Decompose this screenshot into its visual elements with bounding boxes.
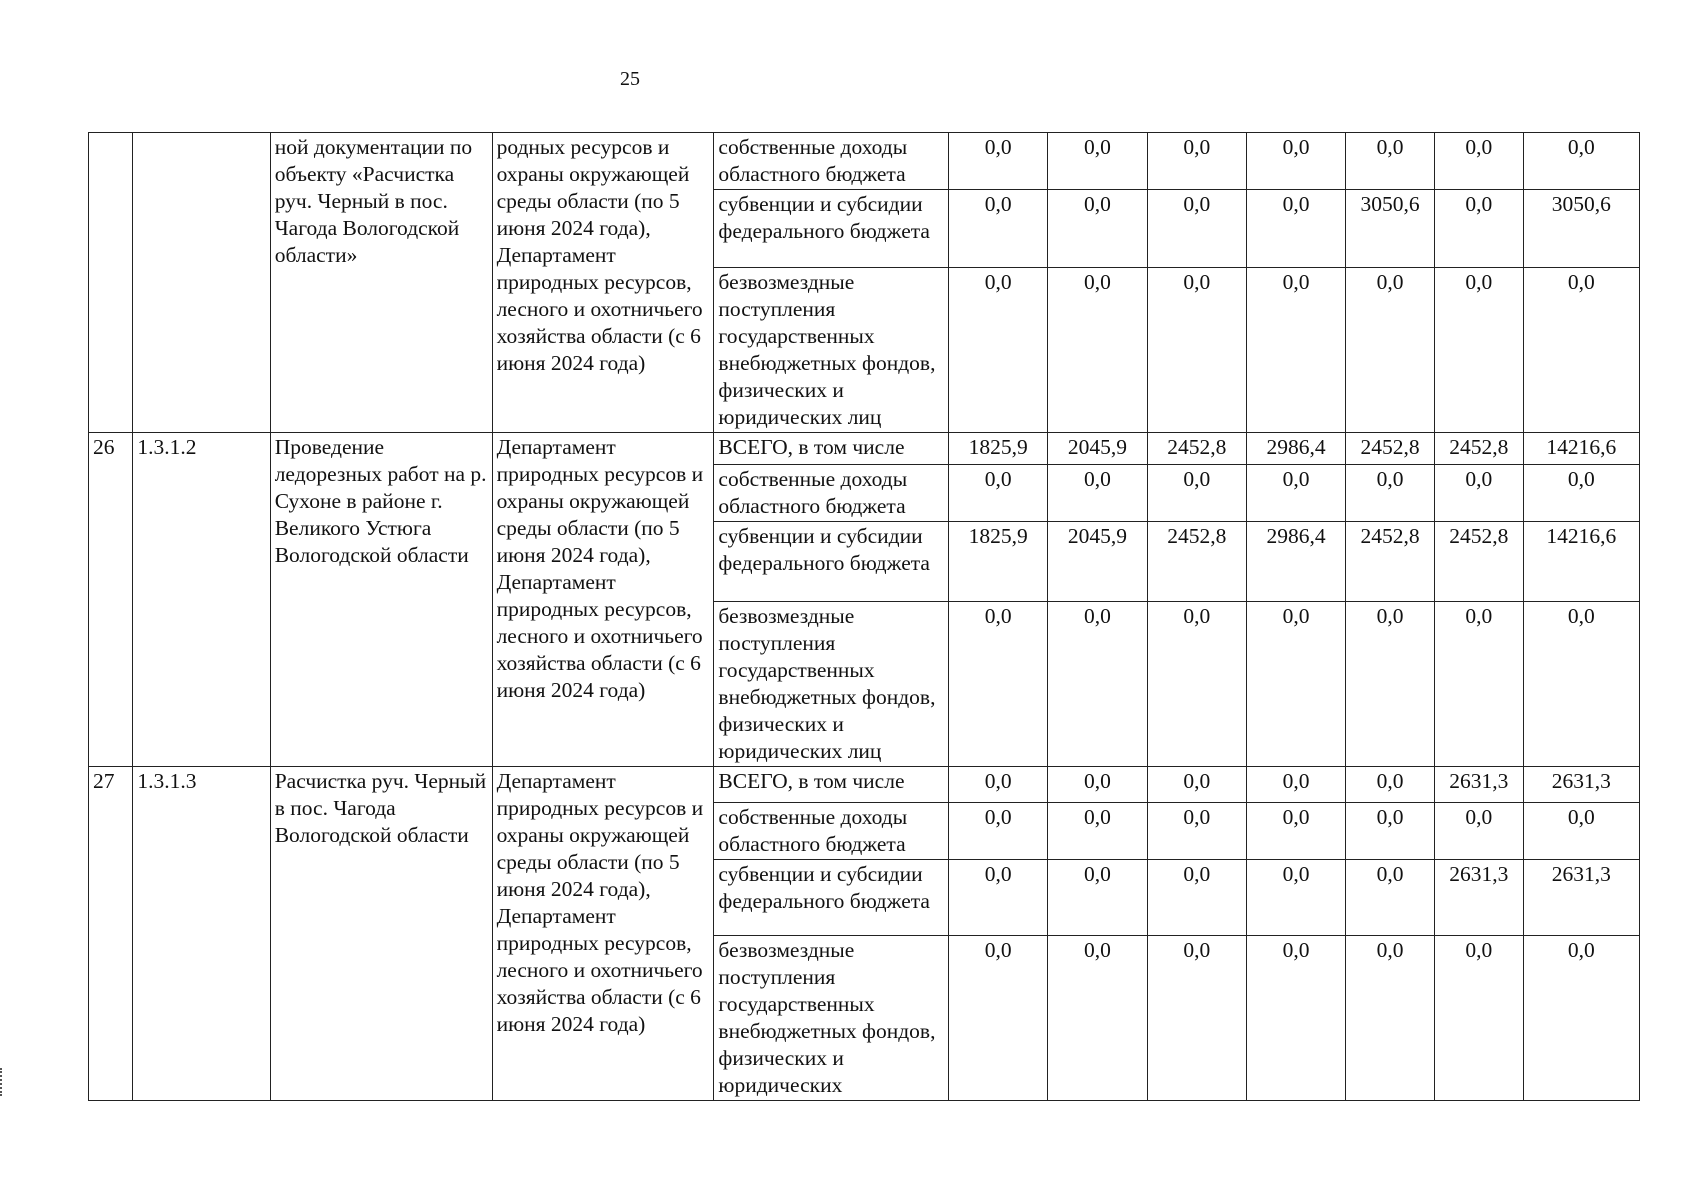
amount-cell: 0,0 (1346, 268, 1435, 433)
amount-cell: 0,0 (1434, 465, 1523, 522)
amount-cell: 0,0 (1434, 268, 1523, 433)
amount-cell: 2986,4 (1246, 433, 1345, 465)
amount-cell: 0,0 (1346, 767, 1435, 803)
measure-name-cell: ной документации по объекту «Расчистка руч. Черный в пос. Чагода Вологодской области» (270, 133, 492, 433)
amount-cell: 0,0 (1147, 767, 1246, 803)
amount-cell: 0,0 (1434, 190, 1523, 268)
measure-code-cell (133, 133, 270, 433)
amount-cell: 0,0 (1147, 936, 1246, 1101)
funding-source-cell: субвенции и субсидии федерального бюджета (714, 190, 949, 268)
amount-cell: 0,0 (948, 767, 1047, 803)
amount-cell: 2452,8 (1346, 433, 1435, 465)
amount-cell: 0,0 (1523, 936, 1639, 1101)
amount-cell: 2452,8 (1346, 522, 1435, 602)
amount-cell: 0,0 (948, 465, 1047, 522)
amount-cell: 0,0 (1147, 602, 1246, 767)
amount-cell: 2452,8 (1147, 433, 1246, 465)
amount-cell: 0,0 (1523, 602, 1639, 767)
funding-source-cell: безвозмездные поступления государственных внебюджетных фондов, физических и юридических (714, 936, 949, 1101)
amount-cell: 0,0 (1346, 803, 1435, 860)
table-row (89, 433, 1640, 465)
amount-cell: 0,0 (1048, 767, 1147, 803)
amount-cell: 0,0 (1523, 268, 1639, 433)
amount-cell: 0,0 (1246, 860, 1345, 936)
funding-source-cell: собственные доходы областного бюджета (714, 465, 949, 522)
amount-cell: 0,0 (948, 602, 1047, 767)
executor-cell: родных ресурсов и охраны окружающей среды области (по 5 июня 2024 года), Департамент природных ресурсов, лесного и охотничьего хозяйства области (с 6 июня 2024 года) (492, 133, 714, 433)
amount-cell: 0,0 (948, 133, 1047, 190)
amount-cell: 0,0 (1346, 860, 1435, 936)
amount-cell: 2452,8 (1434, 433, 1523, 465)
funding-source-cell: собственные доходы областного бюджета (714, 803, 949, 860)
funding-source-cell: безвозмездные поступления государственных внебюджетных фондов, физических и юридических лиц (714, 602, 949, 767)
amount-cell: 0,0 (1147, 860, 1246, 936)
amount-cell: 0,0 (1147, 190, 1246, 268)
amount-cell: 0,0 (1246, 936, 1345, 1101)
amount-cell: 0,0 (1147, 133, 1246, 190)
funding-source-cell: ВСЕГО, в том числе (714, 767, 949, 803)
amount-cell: 0,0 (1147, 268, 1246, 433)
amount-cell: 14216,6 (1523, 522, 1639, 602)
amount-cell: 0,0 (1048, 133, 1147, 190)
amount-cell: 2631,3 (1434, 767, 1523, 803)
amount-cell: 0,0 (1346, 133, 1435, 190)
amount-cell: 0,0 (948, 190, 1047, 268)
scan-artifact (0, 1068, 5, 1096)
amount-cell: 0,0 (1346, 465, 1435, 522)
funding-source-cell: субвенции и субсидии федерального бюджета (714, 860, 949, 936)
row-number-cell (89, 133, 133, 433)
amount-cell: 0,0 (1147, 803, 1246, 860)
amount-cell: 1825,9 (948, 433, 1047, 465)
amount-cell: 0,0 (1434, 936, 1523, 1101)
amount-cell: 0,0 (1346, 936, 1435, 1101)
amount-cell: 0,0 (1246, 190, 1345, 268)
amount-cell: 3050,6 (1346, 190, 1435, 268)
amount-cell: 0,0 (1048, 465, 1147, 522)
amount-cell: 0,0 (1434, 133, 1523, 190)
amount-cell: 2986,4 (1246, 522, 1345, 602)
amount-cell: 2045,9 (1048, 522, 1147, 602)
amount-cell: 0,0 (1346, 602, 1435, 767)
amount-cell: 0,0 (1048, 803, 1147, 860)
funding-source-cell: собственные доходы областного бюджета (714, 133, 949, 190)
funding-source-cell: субвенции и субсидии федерального бюджета (714, 522, 949, 602)
amount-cell: 1825,9 (948, 522, 1047, 602)
measure-name-cell: Расчистка руч. Черный в пос. Чагода Вологодской области (270, 767, 492, 1101)
amount-cell: 0,0 (1246, 133, 1345, 190)
executor-cell: Департамент природных ресурсов и охраны окружающей среды области (по 5 июня 2024 года), Департамент природных ресурсов, лесного и охотничьего хозяйства области (с 6 июня 2024 года) (492, 433, 714, 767)
amount-cell: 2631,3 (1434, 860, 1523, 936)
amount-cell: 0,0 (1246, 268, 1345, 433)
amount-cell: 0,0 (1246, 803, 1345, 860)
funding-source-cell: ВСЕГО, в том числе (714, 433, 949, 465)
amount-cell: 0,0 (1048, 268, 1147, 433)
page-number: 25 (620, 68, 640, 90)
amount-cell: 2045,9 (1048, 433, 1147, 465)
amount-cell: 0,0 (948, 860, 1047, 936)
amount-cell: 0,0 (1048, 190, 1147, 268)
amount-cell: 0,0 (1048, 602, 1147, 767)
amount-cell: 0,0 (948, 803, 1047, 860)
measure-code-cell: 1.3.1.3 (133, 767, 270, 1101)
measure-code-cell: 1.3.1.2 (133, 433, 270, 767)
row-number-cell: 26 (89, 433, 133, 767)
table-row (89, 133, 1640, 190)
amount-cell: 14216,6 (1523, 433, 1639, 465)
amount-cell: 2631,3 (1523, 860, 1639, 936)
amount-cell: 0,0 (948, 936, 1047, 1101)
amount-cell: 0,0 (948, 268, 1047, 433)
amount-cell: 0,0 (1523, 803, 1639, 860)
funding-source-cell: безвозмездные поступления государственных внебюджетных фондов, физических и юридических лиц (714, 268, 949, 433)
amount-cell: 0,0 (1048, 936, 1147, 1101)
amount-cell: 2452,8 (1147, 522, 1246, 602)
amount-cell: 0,0 (1434, 602, 1523, 767)
amount-cell: 0,0 (1048, 860, 1147, 936)
amount-cell: 0,0 (1434, 803, 1523, 860)
amount-cell: 0,0 (1523, 465, 1639, 522)
table-body (89, 133, 1640, 1101)
amount-cell: 0,0 (1246, 767, 1345, 803)
measure-name-cell: Проведение ледорезных работ на р. Сухоне в районе г. Великого Устюга Вологодской области (270, 433, 492, 767)
amount-cell: 0,0 (1523, 133, 1639, 190)
executor-cell: Департамент природных ресурсов и охраны окружающей среды области (по 5 июня 2024 года), Департамент природных ресурсов, лесного и охотничьего хозяйства области (с 6 июня 2024 года) (492, 767, 714, 1101)
amount-cell: 2631,3 (1523, 767, 1639, 803)
amount-cell: 2452,8 (1434, 522, 1523, 602)
funding-table (88, 132, 1640, 1101)
row-number-cell: 27 (89, 767, 133, 1101)
amount-cell: 3050,6 (1523, 190, 1639, 268)
amount-cell: 0,0 (1147, 465, 1246, 522)
table-row (89, 767, 1640, 803)
amount-cell: 0,0 (1246, 602, 1345, 767)
amount-cell: 0,0 (1246, 465, 1345, 522)
